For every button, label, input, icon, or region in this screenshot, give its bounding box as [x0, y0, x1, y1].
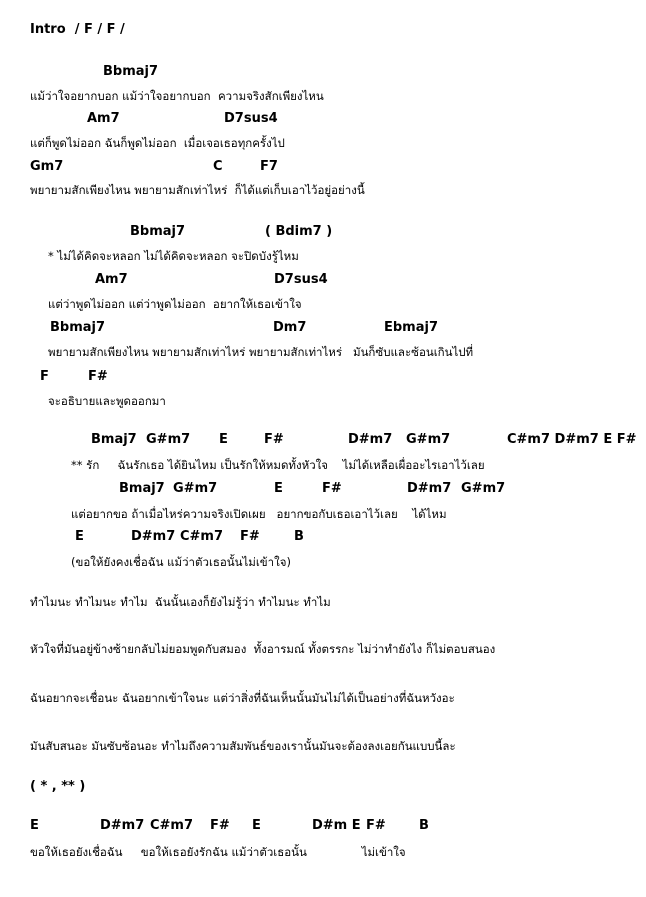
chord: Dm7: [273, 320, 307, 335]
chord: Bbmaj7: [130, 224, 186, 239]
lyric-line: มันสับสนอะ มันซับซ้อนอะ ทำไมถึงความสัมพันธ์ของเรานั้นมันจะต้องลงเอยกันแบบนี้ละ: [30, 739, 456, 753]
chord: C#m7: [180, 529, 224, 544]
chord: C: [213, 159, 223, 174]
lyric-line: พยายามสักเพียงไหน พยายามสักเท่าไหร่ พยายามสักเท่าไหร่ มันก็ซับและซ้อนเกินไปที่: [48, 345, 474, 359]
chord: G#m7: [461, 481, 506, 496]
chord: Bmaj7: [91, 432, 137, 447]
chord: Am7: [95, 272, 128, 287]
chord: B: [419, 818, 429, 833]
chord: G#m7: [406, 432, 451, 447]
lyric-line: * ไม่ได้คิดจะหลอก ไม่ได้คิดจะหลอก จะปิดบังรู้ไหม: [48, 249, 299, 263]
chord: F#: [366, 818, 386, 833]
lyric-line: ** รัก ฉันรักเธอ ได้ยินไหม เป็นรักให้หมดทั้งหัวใจ ไม่ได้เหลือเผื่ออะไรเอาไว้เลย: [71, 458, 485, 472]
chord: Am7: [87, 111, 120, 126]
chord: Bbmaj7: [103, 64, 159, 79]
lyric-line: (ขอให้ยังคงเชื่อฉัน แม้ว่าตัวเธอนั้นไม่เข้าใจ): [71, 555, 291, 569]
lyric-line: พยายามสักเพียงไหน พยายามสักเท่าไหร่ ก็ได้แต่เก็บเอาไว้อยู่อย่างนี้: [30, 183, 365, 197]
chord: E: [75, 529, 84, 544]
chord: F7: [260, 159, 278, 174]
chord: B: [294, 529, 304, 544]
chord: F: [40, 369, 49, 384]
intro-line: Intro / F / F /: [30, 22, 125, 37]
chord: G#m7: [173, 481, 218, 496]
chord: D7sus4: [274, 272, 328, 287]
chord: G#m7: [146, 432, 191, 447]
chord: D#m7: [100, 818, 145, 833]
lyric-line: แต่อยากขอ ถ้าเมื่อไหร่ความจริงเปิดเผย อยากขอกับเธอเอาไว้เลย ได้ไหม: [71, 507, 447, 521]
lyric-line: ขอให้เธอยังเชื่อฉัน ขอให้เธอยังรักฉัน แม้ว่าตัวเธอนั้น ไม่เข้าใจ: [30, 845, 406, 859]
chord: C#m7: [150, 818, 194, 833]
chord: D#m E: [312, 818, 361, 833]
lyric-line: แต่ก็พูดไม่ออก ฉันก็พูดไม่ออก เมื่อเจอเธอทุกครั้งไป: [30, 136, 285, 150]
chord: D#m7: [407, 481, 452, 496]
chord: D7sus4: [224, 111, 278, 126]
repeat-marker: ( * , ** ): [30, 779, 86, 794]
chord: F#: [210, 818, 230, 833]
chord: F#: [322, 481, 342, 496]
lyric-line: แต่ว่าพูดไม่ออก แต่ว่าพูดไม่ออก อยากให้เธอเข้าใจ: [48, 297, 302, 311]
chord: F#: [88, 369, 108, 384]
chord: E: [219, 432, 228, 447]
chord: D#m7: [131, 529, 176, 544]
chord: C#m7 D#m7 E F#: [507, 432, 637, 447]
lyric-line: แม้ว่าใจอยากบอก แม้ว่าใจอยากบอก ความจริงสักเพียงไหน: [30, 89, 324, 103]
chord: Ebmaj7: [384, 320, 439, 335]
chord: D#m7: [348, 432, 393, 447]
chord: Bbmaj7: [50, 320, 106, 335]
chord: Bmaj7: [119, 481, 165, 496]
chord: Gm7: [30, 159, 64, 174]
chord: E: [30, 818, 39, 833]
lyric-line: จะอธิบายและพูดออกมา: [48, 394, 166, 408]
chord: F#: [240, 529, 260, 544]
chord: E: [274, 481, 283, 496]
lyric-line: ฉันอยากจะเชื่อนะ ฉันอยากเข้าใจนะ แต่ว่าสิ่งที่ฉันเห็นนั้นมันไม่ได้เป็นอย่างที่ฉันหวังอะ: [30, 691, 455, 705]
chord: F#: [264, 432, 284, 447]
lyric-line: หัวใจที่มันอยู่ข้างซ้ายกลับไม่ยอมพูดกับสมอง ทั้งอารมณ์ ทั้งตรรกะ ไม่ว่าทำยังไง ก็ไม่ตอบสนอง: [30, 642, 496, 656]
lyric-line: ทำไมนะ ทำไมนะ ทำไม ฉันนั้นเองก็ยังไม่รู้ว่า ทำไมนะ ทำไม: [30, 595, 331, 609]
chord: E: [252, 818, 261, 833]
chord: ( Bdim7 ): [265, 224, 333, 239]
